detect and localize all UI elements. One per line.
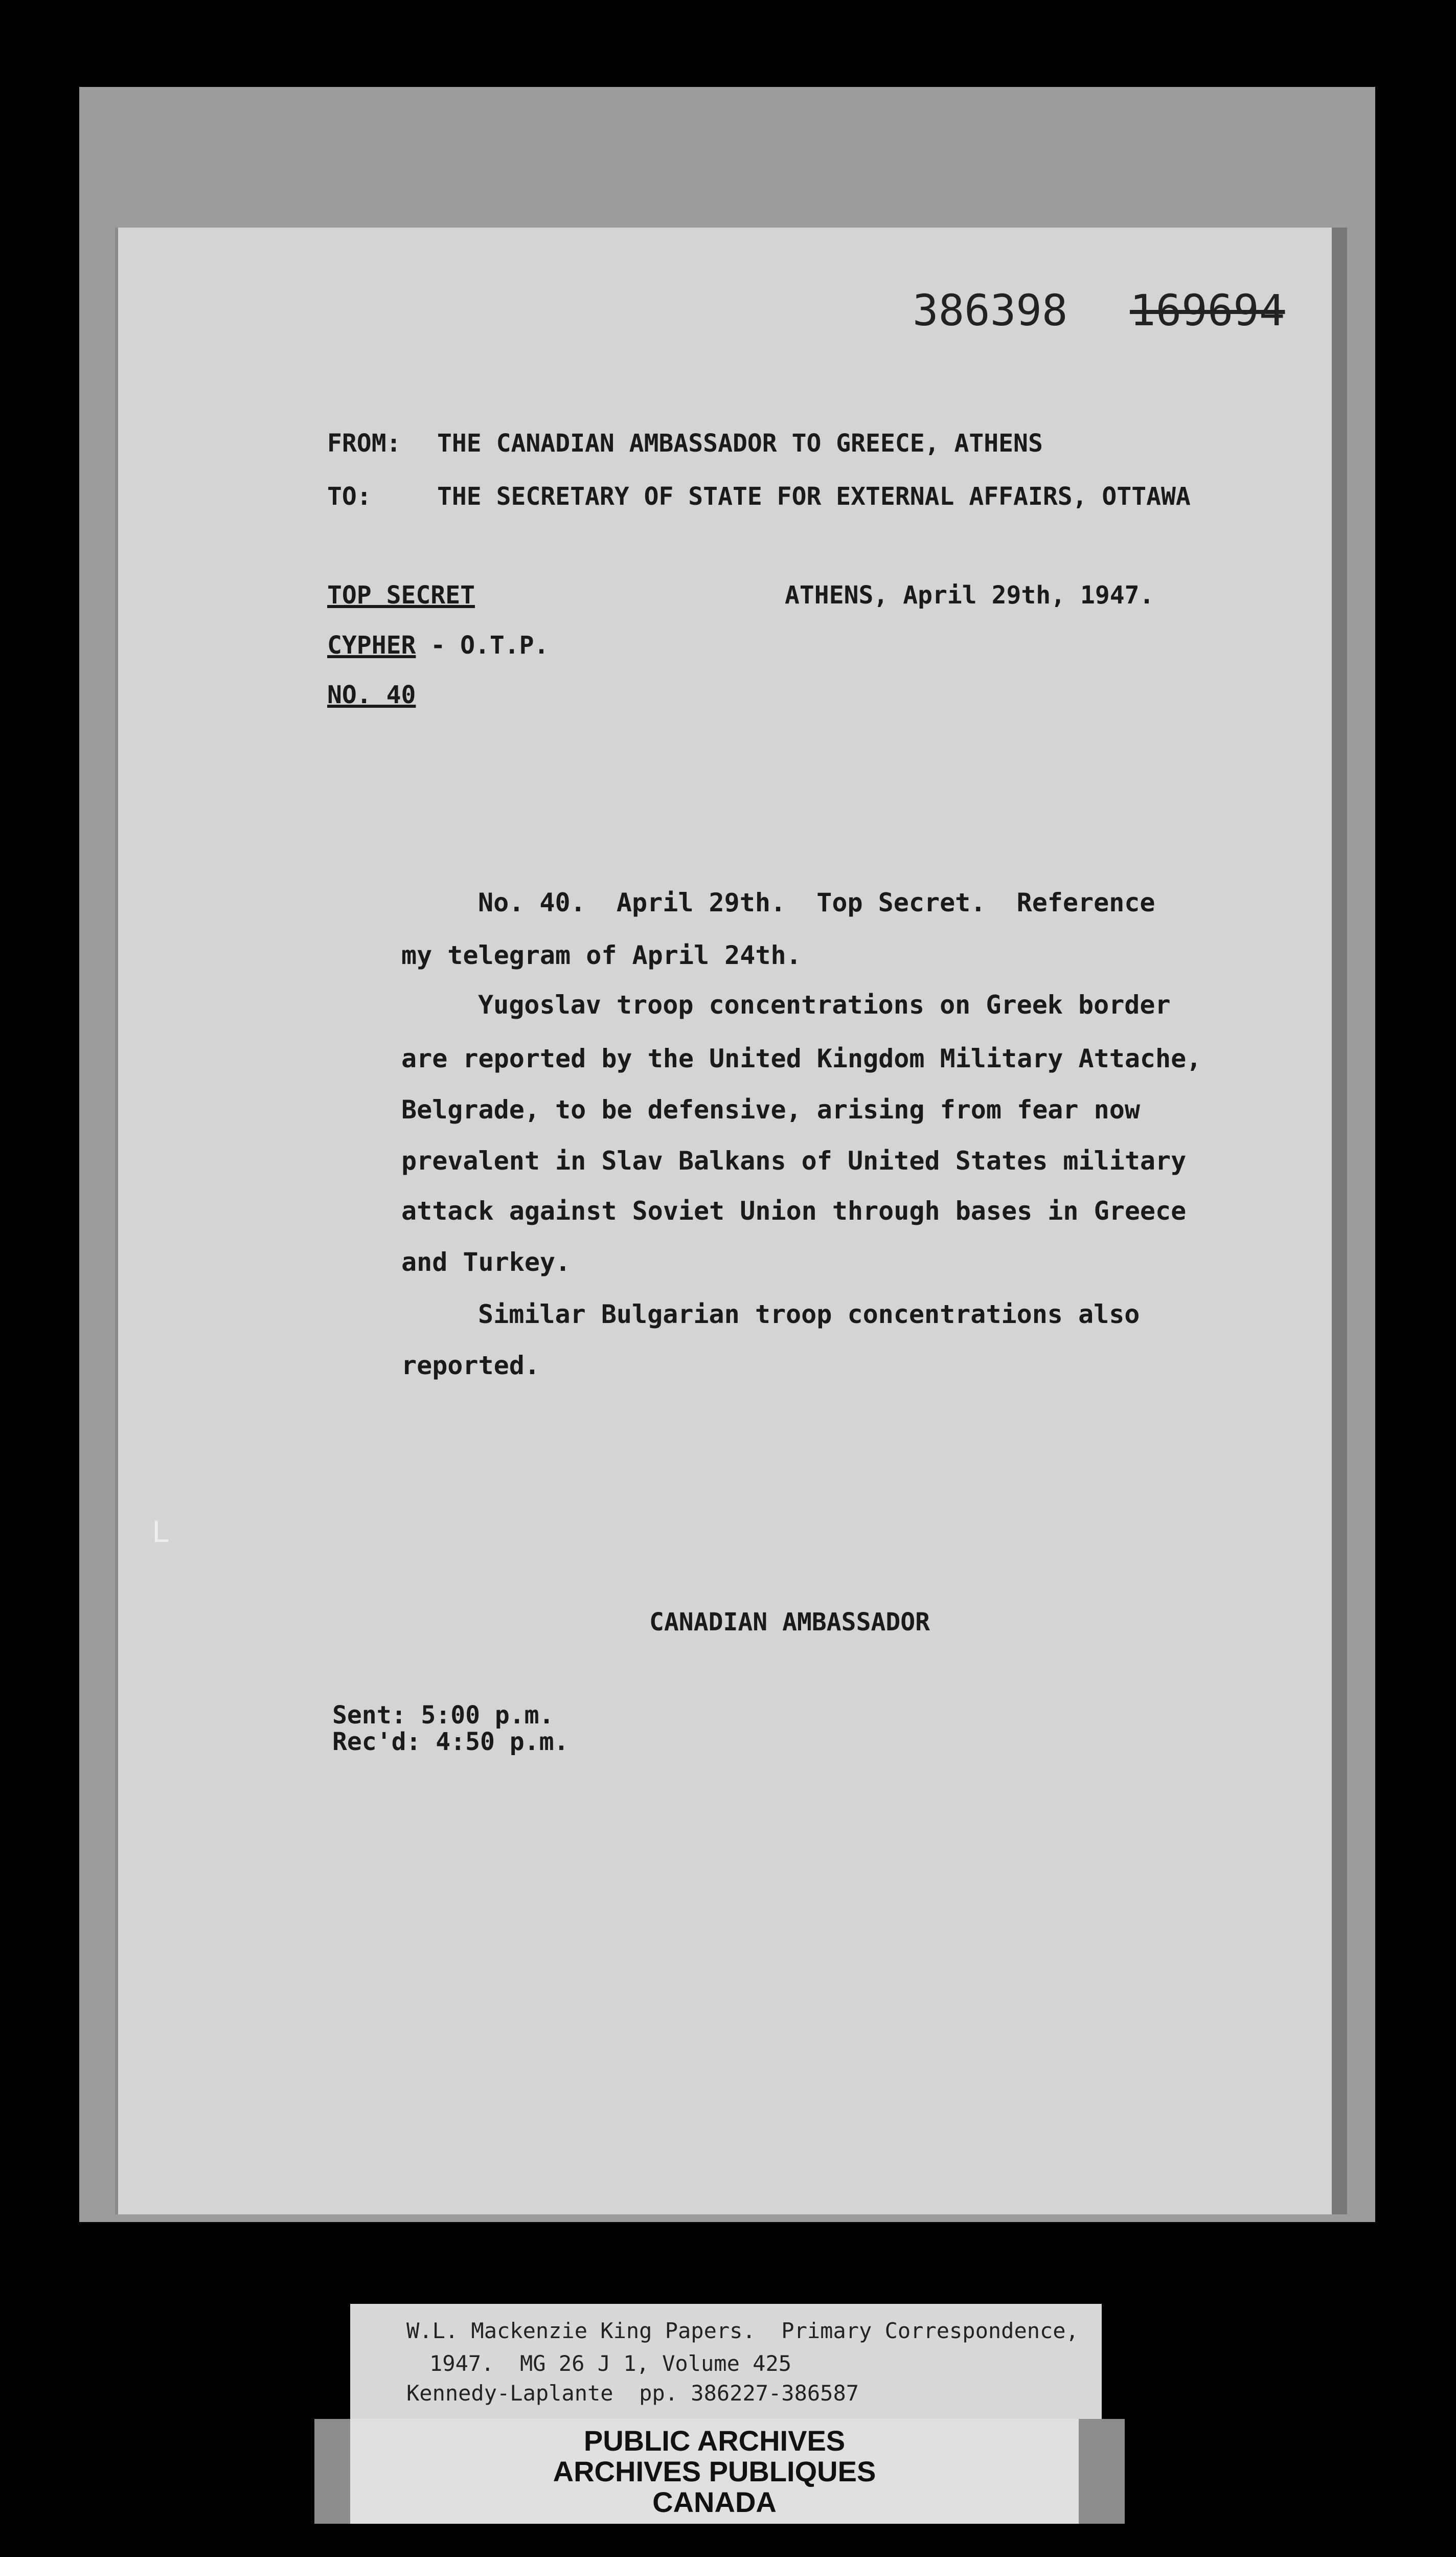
body-line-3: Yugoslav troop concentrations on Greek border — [478, 990, 1171, 1020]
body-line-8: and Turkey. — [401, 1247, 571, 1277]
body-line-5: Belgrade, to be defensive, arising from fear now — [401, 1095, 1140, 1125]
to-value: THE SECRETARY OF STATE FOR EXTERNAL AFFAIRS, OTTAWA — [437, 482, 1191, 511]
message-number: NO. 40 — [327, 681, 416, 709]
body-line-4: are reported by the United Kingdom Military Attache, — [401, 1044, 1202, 1073]
public-archives-stamp — [314, 2419, 1125, 2524]
cypher-line — [327, 633, 549, 658]
body-line-10: reported. — [401, 1351, 540, 1380]
body-line-7: attack against Soviet Union through bases in Greece — [401, 1196, 1187, 1226]
received-time: Rec'd: 4:50 p.m. — [332, 1728, 569, 1756]
stamp-line-3: CANADA — [652, 2486, 777, 2518]
archive-label-line-1: W.L. Mackenzie King Papers. Primary Correspondence, — [406, 2318, 1079, 2343]
old-document-number: 169694 — [1130, 285, 1285, 335]
body-line-1: No. 40. April 29th. Top Secret. Reference — [478, 888, 1155, 917]
to-label: TO: — [327, 482, 372, 511]
classification: TOP SECRET — [327, 581, 475, 610]
stamp-label — [350, 2419, 1079, 2524]
cypher-label: CYPHER — [327, 631, 416, 660]
place-date: ATHENS, April 29th, 1947. — [785, 581, 1154, 610]
archive-label-line-3: Kennedy-Laplante pp. 386227-386587 — [406, 2381, 859, 2406]
cypher-value: - O.T.P. — [416, 631, 549, 660]
document-number: 386398 — [913, 285, 1068, 335]
signature: CANADIAN AMBASSADOR — [649, 1608, 930, 1636]
from-value: THE CANADIAN AMBASSADOR TO GREECE, ATHENS — [437, 429, 1043, 458]
stamp-line-1: PUBLIC ARCHIVES — [583, 2425, 846, 2457]
stamp-line-2: ARCHIVES PUBLIQUES — [553, 2455, 876, 2487]
from-label: FROM: — [327, 429, 401, 458]
body-line-9: Similar Bulgarian troop concentrations also — [478, 1299, 1140, 1329]
margin-mark: L — [152, 1514, 170, 1549]
archive-reference-label — [350, 2304, 1102, 2421]
body-line-2: my telegram of April 24th. — [401, 940, 802, 970]
sent-time: Sent: 5:00 p.m. — [332, 1701, 554, 1730]
archive-label-line-2: 1947. MG 26 J 1, Volume 425 — [429, 2351, 792, 2376]
body-line-6: prevalent in Slav Balkans of United States military — [401, 1146, 1187, 1176]
